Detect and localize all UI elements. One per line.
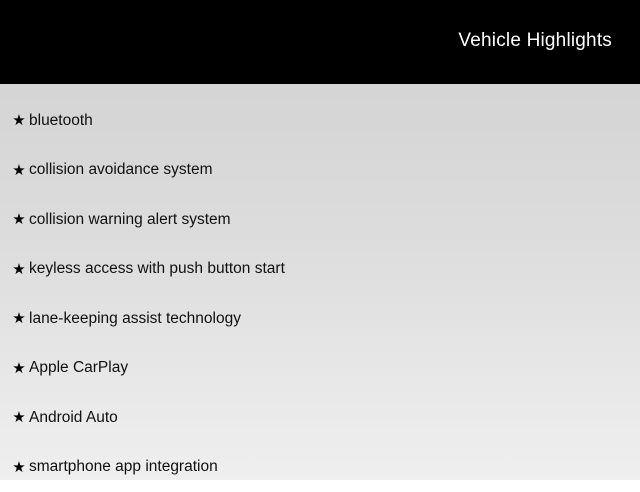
- list-item: [0, 96, 640, 146]
- list-item: [0, 294, 640, 344]
- star-icon: ★: [9, 212, 29, 227]
- star-icon: ★: [9, 311, 29, 326]
- page-header: [0, 0, 640, 84]
- star-icon: ★: [9, 361, 29, 376]
- list-item: [0, 393, 640, 443]
- star-icon: ★: [9, 410, 29, 425]
- list-item-label: lane-keeping assist technology: [29, 310, 241, 328]
- star-icon: ★: [9, 163, 29, 178]
- list-item-label: collision avoidance system: [29, 161, 213, 179]
- list-item: [0, 443, 640, 492]
- page-title: Vehicle Highlights: [458, 30, 612, 52]
- list-item-label: keyless access with push button start: [29, 260, 285, 278]
- list-item: [0, 245, 640, 295]
- highlights-list: [0, 84, 640, 492]
- star-icon: ★: [9, 113, 29, 128]
- list-item-label: collision warning alert system: [29, 211, 231, 229]
- list-item-label: smartphone app integration: [29, 458, 218, 476]
- list-item: [0, 195, 640, 245]
- star-icon: ★: [9, 262, 29, 277]
- list-item: [0, 344, 640, 394]
- star-icon: ★: [9, 460, 29, 475]
- list-item: [0, 146, 640, 196]
- list-item-label: Android Auto: [29, 409, 118, 427]
- list-item-label: bluetooth: [29, 112, 93, 130]
- list-item-label: Apple CarPlay: [29, 359, 128, 377]
